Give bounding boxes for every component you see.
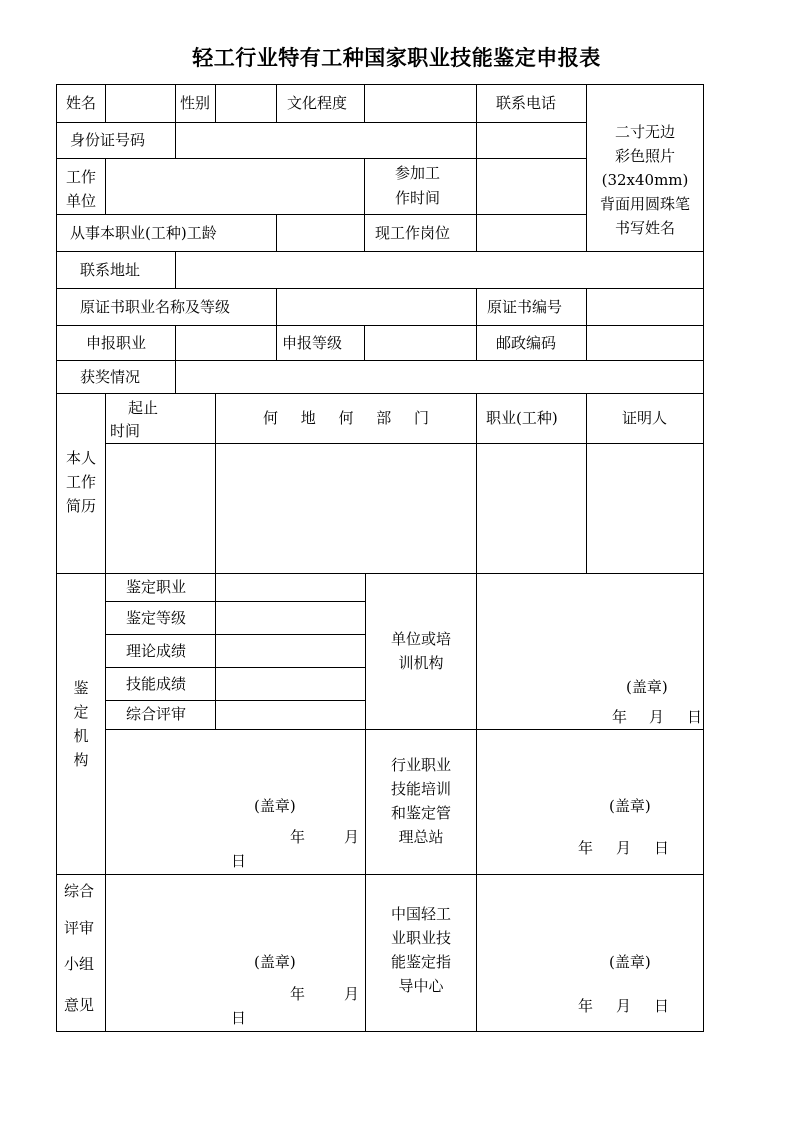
grid-line bbox=[105, 601, 365, 602]
grid-line bbox=[276, 84, 277, 122]
col-witness-label: 证明人 bbox=[622, 409, 668, 427]
date-day: 日 bbox=[654, 839, 670, 857]
address-label: 联系地址 bbox=[80, 261, 141, 279]
grid-line bbox=[105, 443, 704, 444]
grid-line bbox=[586, 393, 587, 573]
date-day: 日 bbox=[654, 997, 670, 1015]
grid-line bbox=[364, 325, 365, 360]
col-place-label: 何 地 何 部 门 bbox=[262, 409, 430, 427]
phone-label: 联系电话 bbox=[496, 94, 557, 112]
photo-placeholder bbox=[587, 120, 703, 240]
grid-line bbox=[476, 393, 477, 573]
industry-station-line: 和鉴定管 bbox=[390, 804, 451, 822]
date-year: 年 bbox=[612, 708, 628, 726]
stamp-label: (盖章) bbox=[254, 953, 296, 971]
grid-line bbox=[105, 700, 365, 701]
work-unit-label-1: 工作 bbox=[66, 168, 97, 186]
grid-line bbox=[56, 360, 704, 361]
grid-line bbox=[56, 573, 704, 574]
grid-line bbox=[56, 393, 704, 394]
apply-level-label: 申报等级 bbox=[282, 334, 343, 352]
date-month: 月 bbox=[616, 997, 632, 1015]
date-day: 日 bbox=[687, 708, 703, 726]
industry-station-line: 行业职业 bbox=[390, 756, 451, 774]
appraisal-section-label bbox=[56, 676, 106, 772]
grid-line bbox=[175, 251, 176, 288]
orig-cert-no-label: 原证书编号 bbox=[487, 298, 563, 316]
grid-line bbox=[476, 573, 477, 1031]
col-occupation-label: 职业(工种) bbox=[486, 409, 558, 427]
gender-label: 性别 bbox=[180, 94, 211, 112]
guidance-center-line: 导中心 bbox=[398, 977, 444, 995]
orig-cert-name-label: 原证书职业名称及等级 bbox=[80, 298, 231, 316]
grid-line bbox=[105, 158, 106, 214]
date-day: 日 bbox=[231, 852, 247, 870]
date-year: 年 bbox=[578, 997, 594, 1015]
grid-line bbox=[276, 288, 277, 325]
grid-line bbox=[56, 325, 704, 326]
grid-line bbox=[105, 667, 365, 668]
form-title: 轻工行业特有工种国家职业技能鉴定申报表 bbox=[192, 46, 601, 70]
grid-line bbox=[276, 325, 277, 360]
grid-line bbox=[56, 214, 586, 215]
date-month: 月 bbox=[616, 839, 632, 857]
table-border-top bbox=[56, 84, 704, 85]
unit-training-label bbox=[366, 627, 476, 675]
work-unit-label-2: 单位 bbox=[66, 192, 97, 210]
grid-line bbox=[56, 874, 704, 875]
application-form bbox=[56, 84, 704, 1032]
review-label-4: 意见 bbox=[64, 996, 95, 1014]
grid-line bbox=[105, 634, 365, 635]
photo-instruction-line: 二寸无边 bbox=[614, 123, 675, 141]
join-work-time-label-2: 作时间 bbox=[395, 189, 441, 207]
name-label: 姓名 bbox=[66, 94, 97, 112]
date-year: 年 bbox=[290, 828, 306, 846]
date-month: 月 bbox=[344, 985, 360, 1003]
guidance-center-line: 业职业技 bbox=[390, 929, 451, 947]
grid-line bbox=[364, 158, 365, 251]
table-border-right bbox=[703, 84, 704, 1032]
industry-station-label bbox=[366, 753, 476, 849]
join-work-time-label-1: 参加工 bbox=[395, 164, 441, 182]
grid-line bbox=[476, 84, 477, 251]
unit-training-line: 单位或培 bbox=[390, 630, 451, 648]
unit-training-line: 训机构 bbox=[398, 654, 444, 672]
education-label: 文化程度 bbox=[287, 94, 348, 112]
grid-line bbox=[276, 214, 277, 251]
seniority-label: 从事本职业(工种)工龄 bbox=[70, 224, 217, 242]
grid-line bbox=[175, 122, 176, 158]
grid-line bbox=[56, 158, 586, 159]
photo-instruction-line: 彩色照片 bbox=[614, 147, 675, 165]
review-label-2: 评审 bbox=[64, 919, 95, 937]
industry-station-line: 技能培训 bbox=[390, 780, 451, 798]
id-number-label: 身份证号码 bbox=[70, 131, 146, 149]
grid-line bbox=[215, 573, 216, 729]
work-history-label-line: 工作 bbox=[65, 473, 96, 491]
postcode-label: 邮政编码 bbox=[496, 334, 557, 352]
work-history-label bbox=[56, 446, 106, 518]
date-year: 年 bbox=[578, 839, 594, 857]
grid-line bbox=[586, 288, 587, 360]
photo-instruction-line: 书写姓名 bbox=[614, 219, 675, 237]
date-day: 日 bbox=[231, 1009, 247, 1027]
grid-line bbox=[56, 288, 704, 289]
industry-station-line: 理总站 bbox=[398, 828, 444, 846]
photo-instruction-line: (32x40mm) bbox=[601, 171, 689, 189]
apply-occupation-label: 申报职业 bbox=[86, 334, 147, 352]
col-period-label-2: 时间 bbox=[110, 422, 141, 440]
grid-line bbox=[175, 325, 176, 393]
appraisal-label-char: 构 bbox=[73, 751, 89, 769]
guidance-center-line: 能鉴定指 bbox=[390, 953, 451, 971]
review-label-1: 综合 bbox=[64, 882, 95, 900]
stamp-label: (盖章) bbox=[626, 678, 668, 696]
overall-review-label: 综合评审 bbox=[126, 705, 187, 723]
stamp-label: (盖章) bbox=[609, 953, 651, 971]
table-border-left bbox=[56, 84, 57, 1032]
guidance-center-line: 中国轻工 bbox=[390, 905, 451, 923]
grid-line bbox=[105, 729, 704, 730]
grid-line bbox=[476, 288, 477, 360]
current-post-label: 现工作岗位 bbox=[375, 224, 451, 242]
appraisal-label-char: 鉴 bbox=[73, 679, 89, 697]
awards-label: 获奖情况 bbox=[80, 368, 141, 386]
grid-line bbox=[175, 84, 176, 122]
grid-line bbox=[56, 122, 586, 123]
grid-line bbox=[56, 251, 704, 252]
date-month: 月 bbox=[344, 828, 360, 846]
appraisal-label-char: 机 bbox=[73, 727, 89, 745]
photo-instruction-line: 背面用圆珠笔 bbox=[599, 195, 690, 213]
col-period-label-1: 起止 bbox=[128, 399, 159, 417]
appraisal-occupation-label: 鉴定职业 bbox=[126, 578, 187, 596]
table-border-bottom bbox=[56, 1031, 704, 1032]
stamp-label: (盖章) bbox=[254, 797, 296, 815]
date-year: 年 bbox=[290, 985, 306, 1003]
theory-score-label: 理论成绩 bbox=[126, 642, 187, 660]
grid-line bbox=[215, 84, 216, 122]
appraisal-level-label: 鉴定等级 bbox=[126, 609, 187, 627]
skill-score-label: 技能成绩 bbox=[126, 675, 187, 693]
guidance-center-label bbox=[366, 902, 476, 998]
work-history-label-line: 简历 bbox=[65, 497, 96, 515]
work-history-label-line: 本人 bbox=[65, 449, 96, 467]
grid-line bbox=[364, 84, 365, 122]
appraisal-label-char: 定 bbox=[73, 703, 89, 721]
date-month: 月 bbox=[649, 708, 665, 726]
stamp-label: (盖章) bbox=[609, 797, 651, 815]
review-label-3: 小组 bbox=[64, 955, 95, 973]
grid-line bbox=[105, 84, 106, 122]
